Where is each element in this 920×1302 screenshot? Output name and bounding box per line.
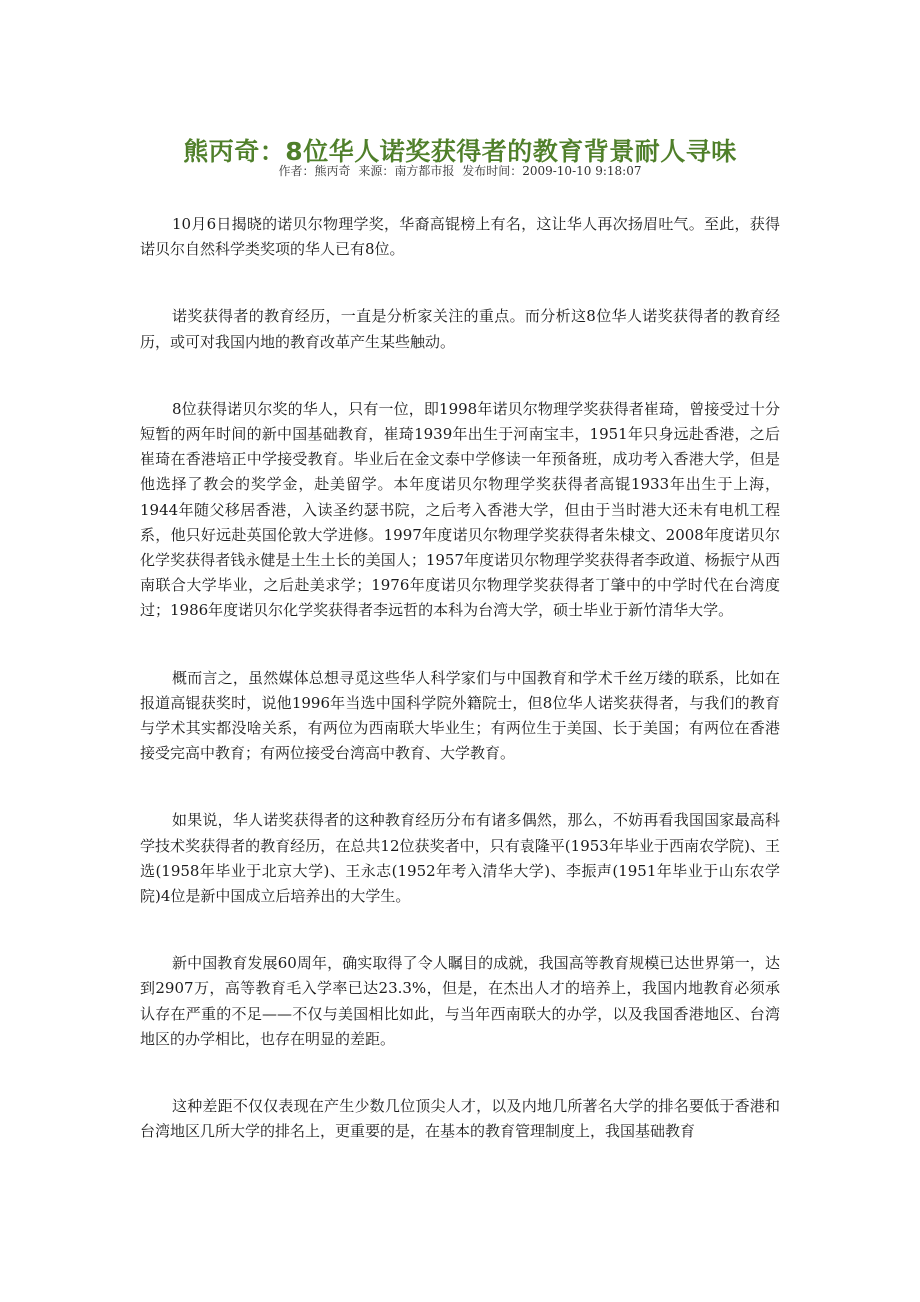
paragraph: 8位获得诺贝尔奖的华人，只有一位，即1998年诺贝尔物理学奖获得者崔琦，曾接受过十分短暂的两年时间的新中国基础教育，崔琦1939年出生于河南宝丰，1951年只身远赴香港，之后崔琦在香港培正中学接受教育。毕业后在金文泰中学修读一年预备班，成功考入香港大学，但是他选择了教会的奖学金，赴美留学。本年度诺贝尔物理学奖获得者高锟1933年出生于上海，1944年随父移居香港，入读圣约瑟书院，之后考入香港大学，但由于当时港大还未有电机工程系，他只好远赴英国伦敦大学进修。1997年度诺贝尔物理学奖获得者朱棣文、2008年度诺贝尔化学奖获得者钱永健是土生土长的美国人；1957年度诺贝尔物理学奖获得者李政道、杨振宁从西南联合大学毕业，之后赴美求学；1976年度诺贝尔物理学奖获得者丁肇中的中学时代在台湾度过；1986年度诺贝尔化学奖获得者李远哲的本科为台湾大学，硕士毕业于新竹清华大学。: [140, 399, 780, 620]
published-time: 发布时间：2009-10-10 9:18:07: [462, 164, 642, 178]
paragraph: 概而言之，虽然媒体总想寻觅这些华人科学家们与中国教育和学术千丝万缕的联系，比如在报道高锟获奖时，说他1996年当选中国科学院外籍院士，但8位华人诺奖获得者，与我们的教育与学术其实都没啥关系，有两位为西南联大毕业生；有两位生于美国、长于美国；有两位在香港接受完高中教育；有两位接受台湾高中教育、大学教育。: [140, 668, 780, 763]
paragraph: 新中国教育发展60周年，确实取得了令人瞩目的成就，我国高等教育规模已达世界第一，达到2907万，高等教育毛入学率已达23.3%，但是，在杰出人才的培养上，我国内地教育必须承认存在严重的不足——不仅与美国相比如此，与当年西南联大的办学，以及我国香港地区、台湾地区的办学相比，也存在明显的差距。: [140, 954, 780, 1048]
paragraph: 如果说，华人诺奖获得者的这种教育经历分布有诸多偶然，那么，不妨再看我国国家最高科学技术奖获得者的教育经历，在总共12位获奖者中，只有袁隆平(1953年毕业于西南农学院)、王选(1958年毕业于北京大学)、王永志(1952年考入清华大学)、李振声(1951年毕业于山东农学院)4位是新中国成立后培养出的大学生。: [140, 811, 780, 906]
paragraph: 诺奖获得者的教育经历，一直是分析家关注的重点。而分析这8位华人诺奖获得者的教育经历，或可对我国内地的教育改革产生某些触动。: [140, 307, 780, 351]
source-text: 来源：南方都市报: [358, 164, 455, 178]
paragraph: 这种差距不仅仅表现在产生少数几位顶尖人才，以及内地几所著名大学的排名要低于香港和台湾地区几所大学的排名上，更重要的是，在基本的教育管理制度上，我国基础教育: [140, 1097, 780, 1141]
article-meta: [0, 162, 920, 180]
author-text: 作者：熊丙奇: [278, 164, 351, 178]
paragraph: 10月6日揭晓的诺贝尔物理学奖，华裔高锟榜上有名，这让华人再次扬眉吐气。至此，获得诺贝尔自然科学类奖项的华人已有8位。: [140, 215, 780, 259]
article-body: [140, 212, 780, 1186]
article-title: 熊丙奇：8位华人诺奖获得者的教育背景耐人寻味: [183, 136, 737, 166]
